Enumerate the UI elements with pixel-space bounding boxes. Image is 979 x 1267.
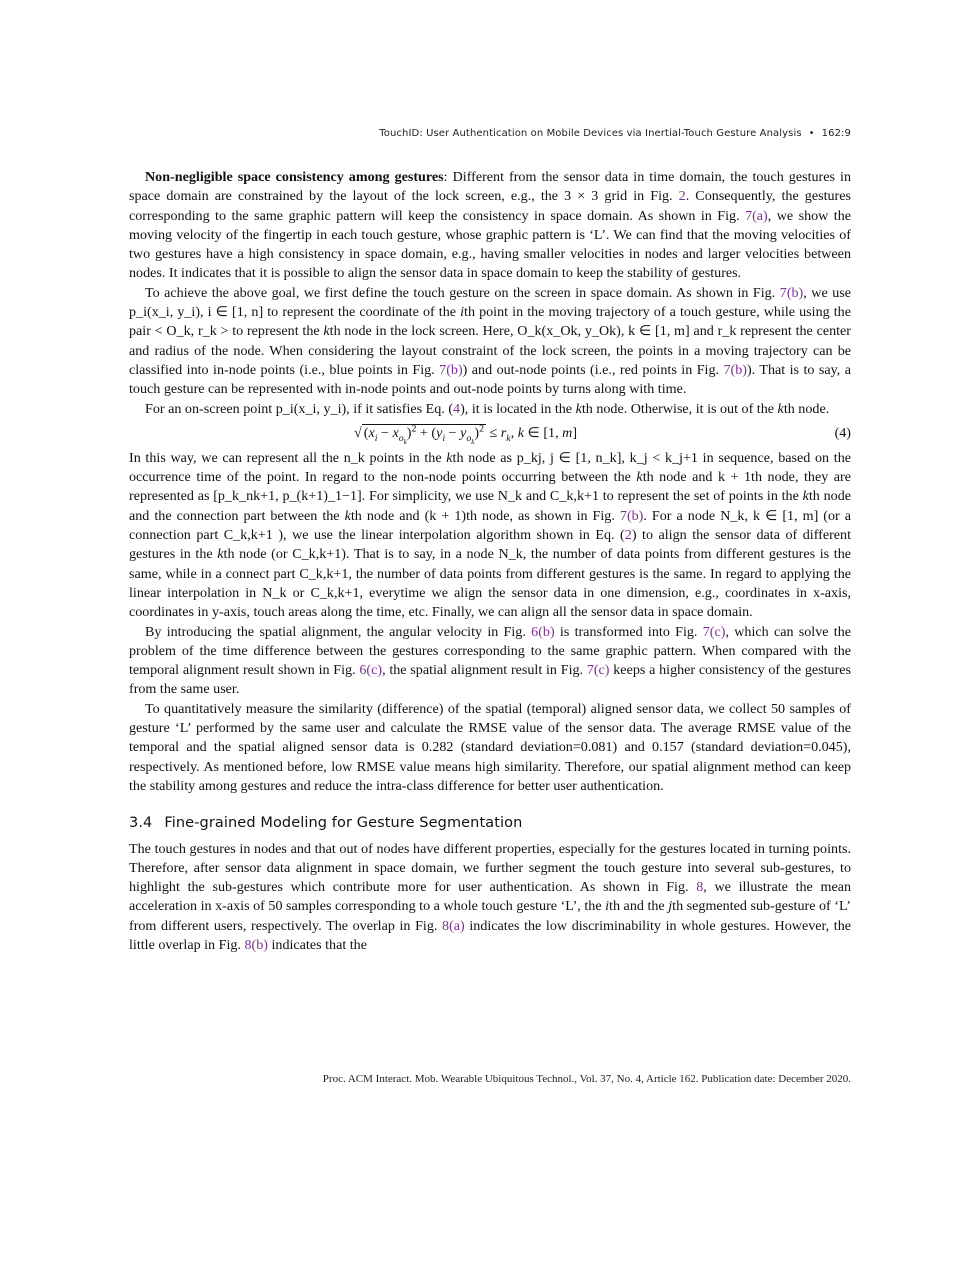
text-run: th node as p_kj, j ∈ [1, n_k], k_j < k_j+1 in sequence, based on the occurrence time of the point. In regard to the non-node points occurring between the <box>129 449 851 486</box>
text-run: th point in the moving trajectory of a touch gesture, while using the pair < O_k, r_k > to represent the <box>129 304 851 340</box>
text-run: , we illustrate the mean acceleration in x-axis of 50 samples corresponding to a whole touch gesture ‘L’, the <box>129 879 851 915</box>
header-title: TouchID: User Authentication on Mobile Devices via Inertial-Touch Gesture Analysis <box>379 128 802 139</box>
text-run: , we show the moving velocity of the fingertip in each touch gesture, whose graphic pattern is ‘L’. We can find that the moving velocities of two gestures have a high consistency in space domain, e.g., having smaller velocities in nodes and larger velocities between nodes. It indicates that it is possible to align the sensor data in space domain to keep the stability of gestures. <box>129 207 851 282</box>
figure-ref-link[interactable]: 8(b) <box>244 936 268 953</box>
text-run: th segmented sub-gesture of ‘L’ from different users, respectively. The overlap in Fig. <box>129 898 851 934</box>
text-run: th node and the connection part between the <box>129 488 852 524</box>
section-number: 3.4 <box>129 815 153 832</box>
paragraph-onscreen-point: For an on-screen point p_i(x_i, y_i), if it satisfies Eq. (4), it is located in the kth node. Otherwise, it is out of the kth node. <box>145 400 830 417</box>
figure-ref-link[interactable]: 8 <box>696 879 704 896</box>
figure-ref-link[interactable]: 7(c) <box>586 662 610 679</box>
equation-ref-link[interactable]: 2 <box>624 527 632 544</box>
article-body <box>129 168 851 955</box>
figure-ref-link[interactable]: 7(b) <box>779 284 804 301</box>
running-footer: Proc. ACM Interact. Mob. Wearable Ubiquitous Technol., Vol. 37, No. 4, Article 162. Publication date: December 2020. <box>322 1073 851 1085</box>
equation-ref-link[interactable]: 4 <box>453 400 461 417</box>
text-run: th and the <box>609 898 669 915</box>
figure-ref-link[interactable]: 7(b) <box>619 507 644 524</box>
paragraph-node-representation: In this way, we can represent all the n_k points in the kth node as p_kj, j ∈ [1, n_k], k_j < k_j+1 in sequence, based on the occurrence time of the point. In regard to the non-node points occurring between the kth node and k + 1th node, they are represented as [p_k_nk+1, p_(k+1)_1−1]. For simplicity, we use N_k and C_k,k+1 to represent the set of points in the kth node and the connection part between the kth node and (k + 1)th node, as shown in Fig. 7(b). For a node N_k, k ∈ [1, m] (or a connection part C_k,k+1 ), we use the linear interpolation algorithm shown in Eq. (2) to align the sensor data of different gestures in the kth node (or C_k,k+1). That is to say, in a node N_k, the number of data points from different gestures is the same, while in a connect part C_k,k+1, the number of data points from different gestures is the same. In regard to applying the linear interpolation in N_k or C_k,k+1, everytime we align the sensor data in one dimension, e.g., coordinates in x-axis, coordinates in y-axis, touch areas along the time, etc. Finally, we can align all the sensor data in space domain. <box>129 449 852 621</box>
text-run: , which can solve the problem of the time difference between the gestures corresponding to the same graphic pattern. When compared with the temporal alignment result shown in Fig. <box>129 623 851 679</box>
text-run: th node. Otherwise, it is out of the <box>581 400 778 417</box>
text-run: th node and (k + 1)th node, as shown in Fig. <box>350 507 620 524</box>
section-heading <box>129 814 851 833</box>
figure-ref-link[interactable]: 7(b) <box>439 361 463 378</box>
paragraph-lead: Non-negligible space consistency among gestures <box>145 169 444 185</box>
paragraph-space-consistency <box>129 168 851 284</box>
text-run: In this way, we can represent all the n_k points in the <box>129 449 447 466</box>
figure-ref-link[interactable]: 6(b) <box>531 623 555 640</box>
text-run: . Consequently, the gestures corresponding to the same graphic pattern will keep the consistency in space domain. As shown in Fig. <box>129 188 851 224</box>
text-run: keeps a higher consistency of the gestures from the same user. <box>129 662 852 698</box>
text-run: th node and k + 1th node, they are represented as [p_k_nk+1, p_(k+1)_1−1]. For simplicity, we use N_k and C_k,k+1 to represent the set of points in the <box>129 469 851 505</box>
equation-4 <box>129 421 851 449</box>
header-separator: • <box>808 128 815 139</box>
text-run: indicates the low discriminability in whole gestures. However, the little overlap in Fig. <box>129 917 852 953</box>
paragraph-rmse: To quantitatively measure the similarity (difference) of the spatial (temporal) aligned sensor data, we collect 50 samples of gesture ‘L’ performed by the same user and calculate the RMSE value of the sensor data. The average RMSE value of the temporal and the spatial aligned sensor data is 0.282 (standard deviation=0.081) and 0.157 (standard deviation=0.045), respectively. As mentioned before, low RMSE value means high similarity. Therefore, our spatial alignment method can keep the stability among gestures and reduce the intra-class difference for better user authentication. <box>129 700 851 794</box>
figure-ref-link[interactable]: 2 <box>678 188 686 205</box>
text-run: to represent the coordinate of the <box>263 304 461 321</box>
text-run: : Different from the sensor data in time domain, the touch gestures in space domain are constrained by the layout of the lock screen, e.g., the 3 × 3 grid in Fig. <box>129 169 851 205</box>
text-run: ) to align the sensor data of different gestures in the <box>129 527 851 563</box>
paragraph-definition: To achieve the above goal, we first define the touch gesture on the screen in space domain. As shown in Fig. 7(b), we use p_i(x_i, y_i), i ∈ [1, n] to represent the coordinate of the ith point in the moving trajectory of a touch gesture, while using the pair < O_k, r_k > to represent the kth node in the lock screen. Here, O_k(x_Ok, y_Ok), k ∈ [1, m] and r_k represent the center and radius of the node. When considering the layout constraint of the lock screen, the points in a moving trajectory can be classified into in-node points (i.e., blue points in Fig. 7(b)) and out-node points (i.e., red points in Fig. 7(b)). That is to say, a touch gesture can be represented with in-node points and out-node points by turns along with time. <box>129 284 852 398</box>
section-title: Fine-grained Modeling for Gesture Segmentation <box>164 815 523 832</box>
header-page-number: 162:9 <box>821 128 851 139</box>
text-run: . For a node N_k, k ∈ [1, m] (or a connection part C_k,k+1 ), we use the linear interpolation algorithm shown in Eq. ( <box>129 507 852 544</box>
text-run: ). That is to say, a touch gesture can be represented with in-node points and out-node points by turns along with time. <box>129 361 852 398</box>
text-run: , we use <box>803 284 851 301</box>
paragraph-segmentation: The touch gestures in nodes and that out of nodes have different properties, especially for the gestures located in turning points. Therefore, after sensor data alignment in space domain, we further segment the touch gesture into several sub-gestures, to highlight the sub-gestures which contribute more for user authentication. As shown in Fig. 8, we illustrate the mean acceleration in x-axis of 50 samples corresponding to a whole touch gesture ‘L’, the ith and the jth segmented sub-gesture of ‘L’ from different users, respectively. The overlap in Fig. 8(a) indicates the low discriminability in whole gestures. However, the little overlap in Fig. 8(b) indicates that the <box>129 840 852 953</box>
figure-ref-link[interactable]: 7(b) <box>723 361 747 378</box>
text-run: To achieve the above goal, we first define the touch gesture on the screen in space domain. As shown in Fig. <box>145 284 780 301</box>
figure-ref-link[interactable]: 6(c) <box>359 662 383 679</box>
math-inline: p_i(x_i, y_i), i ∈ [1, n] <box>129 304 264 321</box>
figure-ref-link[interactable]: 8(a) <box>442 917 465 934</box>
text-run: The touch gestures in nodes and that out of nodes have different properties, especially for the gestures located in turning points. Therefore, after sensor data alignment in space domain, we further segment the touch gesture into several sub-gestures, to highlight the sub-gestures which contribute more for user authentication. As shown in Fig. <box>129 840 851 896</box>
text-run: , the spatial alignment result in Fig. <box>382 662 587 679</box>
text-run: ) and out-node points (i.e., red points in Fig. <box>462 361 724 378</box>
text-run: For an on-screen point p_i(x_i, y_i), if it satisfies Eq. ( <box>145 400 454 417</box>
equation-number: (4) <box>834 424 851 441</box>
text-run: th node (or C_k,k+1). That is to say, in a node N_k, the number of data points from different gestures is the same, while in a connect part C_k,k+1, the number of data points from different gestures is the same. In regard to applying the linear interpolation in N_k or C_k,k+1, everytime we align the sensor data in one dimension, e.g., coordinates in x-axis, coordinates in y-axis, touch areas along the time, etc. Finally, we can align all the sensor data in space domain. <box>129 546 852 621</box>
text-run: indicates that the <box>267 936 367 953</box>
figure-ref-link[interactable]: 7(a) <box>745 207 768 224</box>
text-run: th node. <box>783 400 830 417</box>
paragraph-spatial-alignment <box>129 623 851 700</box>
text-run: By introducing the spatial alignment, the angular velocity in Fig. <box>145 623 532 640</box>
figure-ref-link[interactable]: 7(c) <box>702 623 726 640</box>
text-run: th node in the lock screen. Here, O_k(x_Ok, y_Ok), k ∈ [1, m] and r_k represent the center and radius of the node. When considering the layout constraint of the lock screen, the points in a moving trajectory can be classified into in-node points (i.e., blue points in Fig. <box>129 323 851 378</box>
text-run: is transformed into Fig. <box>554 623 703 640</box>
equation-body: √ $(x_i - x_{o_k})^2 + (y_i - y_{o_k})^2 \le r_k$, k ∈ [1, m] <box>354 423 578 446</box>
running-header <box>129 128 851 139</box>
text-run: ), it is located in the <box>460 400 576 417</box>
